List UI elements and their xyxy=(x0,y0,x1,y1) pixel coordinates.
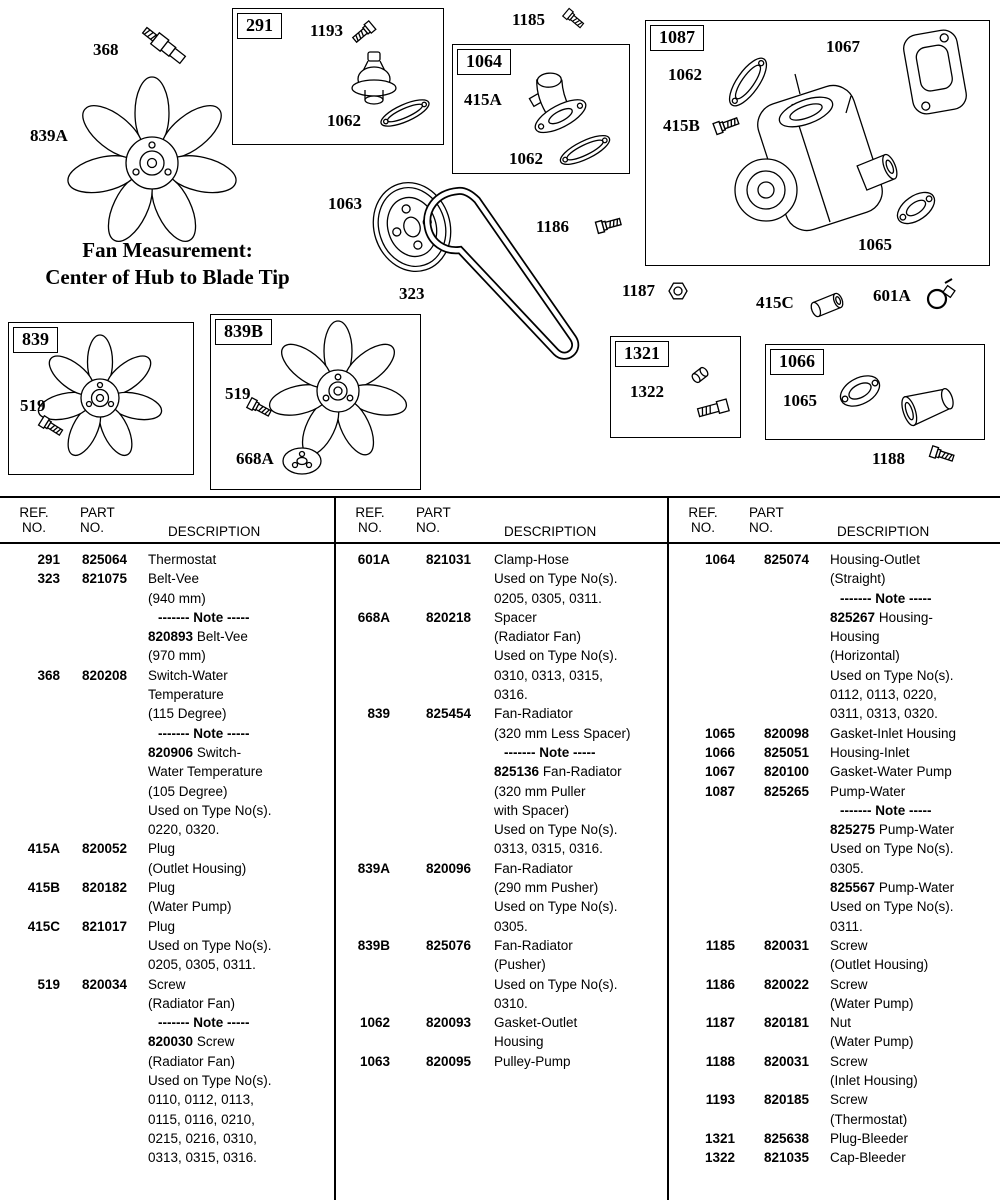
header-ref-line1: REF. xyxy=(355,505,385,520)
description-line: (Water Pump) xyxy=(830,1034,914,1050)
header-part-no xyxy=(749,505,809,535)
part-group-label-839: 839 xyxy=(13,327,58,353)
part-no-cell: 825074 xyxy=(764,552,810,567)
description-cell xyxy=(830,1090,1000,1129)
description-line: ------- Note ----- xyxy=(158,725,250,741)
description-line: Plug xyxy=(148,918,176,934)
header-description: DESCRIPTION xyxy=(504,524,597,539)
description-line: Fan-Radiator xyxy=(494,937,573,953)
description-line: Used on Type No(s). xyxy=(494,976,618,992)
water-pump-screw-icon xyxy=(595,216,621,233)
description-line: 0316. xyxy=(494,687,528,703)
description-line: Switch-Water xyxy=(148,667,228,683)
nut-icon xyxy=(669,283,687,299)
part-ref-label-1067: 1067 xyxy=(826,37,860,56)
description-line: (Pusher) xyxy=(494,957,546,973)
description-line: Plug xyxy=(148,841,176,857)
table-row xyxy=(336,936,667,1013)
header-part-line1: PART xyxy=(416,505,451,520)
header-ref-line1: REF. xyxy=(688,505,718,520)
part-ref-label-1062: 1062 xyxy=(509,149,543,168)
description-cell xyxy=(148,917,334,975)
part-ref-label-1185: 1185 xyxy=(512,10,546,29)
description-cell xyxy=(494,1013,667,1052)
description-line: Used on Type No(s). xyxy=(494,822,618,838)
plug-415c-icon xyxy=(809,292,844,318)
description-line: 0311. xyxy=(830,918,863,934)
description-line: Used on Type No(s). xyxy=(494,571,618,587)
description-cell xyxy=(148,878,334,917)
description-line: 825567 Pump-Water xyxy=(830,880,955,896)
description-cell xyxy=(494,1052,667,1071)
part-no-cell: 820031 xyxy=(764,937,810,953)
ref-no-cell: 668A xyxy=(357,609,390,625)
description-cell xyxy=(148,569,334,665)
fan-note-line2: Center of Hub to Blade Tip xyxy=(45,265,290,289)
ref-no-cell: 601A xyxy=(357,552,390,567)
description-line: 0305. xyxy=(494,918,528,934)
description-line: 825136 Fan-Radiator xyxy=(494,764,622,780)
description-line: Plug xyxy=(148,880,176,896)
header-part-line1: PART xyxy=(80,505,115,520)
header-part-line1: PART xyxy=(749,505,784,520)
part-no-cell: 820052 xyxy=(82,841,128,857)
description-line: 0310. xyxy=(494,995,528,1011)
description-cell xyxy=(830,1129,1000,1148)
header-ref-line2: NO. xyxy=(21,520,46,535)
header-ref-line1: REF. xyxy=(19,505,49,520)
inlet-housing-screw-icon xyxy=(929,446,954,464)
part-ref-label-415C: 415C xyxy=(756,293,794,312)
description-line: Fan-Radiator xyxy=(494,860,573,876)
ref-no-cell: 1321 xyxy=(704,1130,735,1146)
part-ref-label-1193: 1193 xyxy=(310,21,344,40)
ref-no-cell: 1188 xyxy=(705,1053,735,1069)
description-line: (Water Pump) xyxy=(830,995,914,1011)
fan-measurement-note xyxy=(20,237,315,291)
header-ref-no xyxy=(8,505,60,535)
table-row xyxy=(669,1129,1000,1148)
exploded-parts-diagram xyxy=(0,0,1000,496)
ref-no-cell: 519 xyxy=(37,976,60,992)
description-line: (Radiator Fan) xyxy=(148,995,236,1011)
description-line: Used on Type No(s). xyxy=(830,667,954,683)
header-part-line2: NO. xyxy=(749,520,774,535)
description-line: Used on Type No(s). xyxy=(830,899,954,915)
table-body xyxy=(0,544,334,1168)
description-cell xyxy=(830,1052,1000,1091)
description-line: Temperature xyxy=(148,687,224,703)
header-ref-no xyxy=(677,505,729,535)
description-line: Used on Type No(s). xyxy=(148,937,272,953)
table-body xyxy=(336,544,667,1071)
table-row xyxy=(0,839,334,878)
description-line: 820030 Screw xyxy=(148,1034,235,1050)
description-line: Gasket-Water Pump xyxy=(830,764,952,780)
temp-switch-icon xyxy=(140,25,186,66)
part-no-cell: 820100 xyxy=(764,764,810,780)
table-row xyxy=(0,666,334,840)
part-group-label-291: 291 xyxy=(237,13,282,39)
description-line: Cap-Bleeder xyxy=(830,1150,906,1166)
part-ref-label-1322: 1322 xyxy=(630,382,664,401)
part-no-cell: 820185 xyxy=(764,1092,810,1108)
description-line: 0220, 0320. xyxy=(148,822,220,838)
part-group-label-1321: 1321 xyxy=(615,341,669,367)
table-header xyxy=(669,498,1000,544)
table-row xyxy=(336,550,667,608)
part-no-cell: 820098 xyxy=(764,725,810,741)
part-no-cell: 820181 xyxy=(764,1015,810,1031)
fan-839a-icon xyxy=(64,77,239,248)
fan-note-line1: Fan Measurement: xyxy=(82,238,253,262)
table-body xyxy=(669,544,1000,1168)
part-ref-label-519: 519 xyxy=(225,384,251,403)
description-cell xyxy=(830,1148,1000,1167)
table-row xyxy=(336,608,667,704)
table-row xyxy=(0,917,334,975)
description-line: 0115, 0116, 0210, xyxy=(148,1111,255,1127)
description-line: 0310, 0313, 0315, xyxy=(494,667,603,683)
description-cell xyxy=(148,839,334,878)
header-part-no xyxy=(416,505,476,535)
description-line: (115 Degree) xyxy=(148,706,227,722)
part-no-cell: 825064 xyxy=(82,552,128,567)
description-line: Used on Type No(s). xyxy=(494,648,618,664)
description-cell xyxy=(830,743,1000,762)
ref-no-cell: 368 xyxy=(37,667,60,683)
part-no-cell: 820034 xyxy=(82,976,128,992)
description-line: (Water Pump) xyxy=(148,899,232,915)
table-row xyxy=(669,762,1000,781)
part-ref-label-1065: 1065 xyxy=(783,391,817,410)
description-line: (Thermostat) xyxy=(830,1111,908,1127)
table-row xyxy=(669,1052,1000,1091)
header-ref-line2: NO. xyxy=(690,520,715,535)
description-line: Gasket-Outlet xyxy=(494,1015,578,1031)
description-line: (105 Degree) xyxy=(148,783,228,799)
description-cell xyxy=(830,975,1000,1014)
part-group-box-1087 xyxy=(645,20,990,266)
part-no-cell: 820208 xyxy=(82,667,128,683)
table-row xyxy=(669,975,1000,1014)
description-line: (320 mm Puller xyxy=(494,783,586,799)
part-no-cell: 821075 xyxy=(82,571,128,587)
description-line: (Horizontal) xyxy=(830,648,900,664)
description-line: Belt-Vee xyxy=(148,571,200,587)
outlet-housing-screw-icon xyxy=(563,8,585,29)
description-line: 0215, 0216, 0310, xyxy=(148,1130,257,1146)
part-no-cell: 825454 xyxy=(426,706,472,722)
description-line: (Radiator Fan) xyxy=(148,1053,236,1069)
description-line: (940 mm) xyxy=(148,590,206,606)
part-ref-label-668A: 668A xyxy=(236,449,274,468)
description-line: 0313, 0315, 0316. xyxy=(148,1150,257,1166)
description-line: (290 mm Pusher) xyxy=(494,880,599,896)
table-row xyxy=(669,1090,1000,1129)
ref-no-cell: 1322 xyxy=(704,1150,735,1166)
ref-no-cell: 1066 xyxy=(704,744,735,760)
part-no-cell: 825051 xyxy=(764,744,810,760)
description-line: (320 mm Less Spacer) xyxy=(494,725,631,741)
table-row xyxy=(336,1013,667,1052)
part-no-cell: 820022 xyxy=(764,976,810,992)
table-row xyxy=(0,550,334,569)
description-cell xyxy=(494,608,667,704)
description-cell xyxy=(148,666,334,840)
description-line: Pump-Water xyxy=(830,783,906,799)
part-no-cell: 820182 xyxy=(82,880,128,896)
description-line: ------- Note ----- xyxy=(158,1015,250,1031)
ref-no-cell: 839A xyxy=(357,860,390,876)
part-no-cell: 820218 xyxy=(426,609,472,625)
description-line: with Spacer) xyxy=(494,802,570,818)
part-group-label-1064: 1064 xyxy=(457,49,511,75)
description-line: Spacer xyxy=(494,609,537,625)
parts-list-table xyxy=(0,496,1000,1200)
part-ref-label-368: 368 xyxy=(93,40,119,59)
part-ref-label-415A: 415A xyxy=(464,90,502,109)
description-cell xyxy=(494,936,667,1013)
part-ref-label-1188: 1188 xyxy=(872,449,906,468)
part-group-label-1087: 1087 xyxy=(650,25,704,51)
part-ref-label-1062: 1062 xyxy=(327,111,361,130)
part-ref-label-415B: 415B xyxy=(663,116,700,135)
description-line: Used on Type No(s). xyxy=(494,899,618,915)
description-line: (Outlet Housing) xyxy=(148,860,247,876)
belt-icon xyxy=(427,191,575,356)
description-cell xyxy=(830,1013,1000,1052)
description-line: Pulley-Pump xyxy=(494,1053,571,1069)
ref-no-cell: 1186 xyxy=(705,976,735,992)
description-line: 0112, 0113, 0220, xyxy=(830,687,937,703)
description-line: Clamp-Hose xyxy=(494,552,570,567)
table-row xyxy=(336,1052,667,1071)
description-cell xyxy=(494,859,667,936)
header-part-no xyxy=(80,505,140,535)
part-ref-label-1187: 1187 xyxy=(622,281,656,300)
part-no-cell: 820095 xyxy=(426,1053,472,1069)
description-cell xyxy=(494,550,667,608)
description-cell xyxy=(148,975,334,1168)
description-line: Housing-Outlet xyxy=(830,552,921,567)
description-line: ------- Note ----- xyxy=(840,590,932,606)
table-row xyxy=(669,724,1000,743)
part-no-cell: 825265 xyxy=(764,783,810,799)
table-row xyxy=(669,936,1000,975)
description-line: Screw xyxy=(148,976,186,992)
table-row xyxy=(0,878,334,917)
part-ref-label-1062: 1062 xyxy=(668,65,702,84)
table-row xyxy=(336,859,667,936)
hose-clamp-icon xyxy=(928,279,955,308)
description-line: 820906 Switch- xyxy=(148,744,242,760)
part-ref-label-839A: 839A xyxy=(30,126,68,145)
part-ref-label-323: 323 xyxy=(399,284,425,303)
ref-no-cell: 839B xyxy=(357,937,390,953)
description-line: Nut xyxy=(830,1015,852,1031)
part-group-label-839B: 839B xyxy=(215,319,272,345)
description-cell xyxy=(830,550,1000,724)
description-line: ------- Note ----- xyxy=(504,744,596,760)
description-line: 0313, 0315, 0316. xyxy=(494,841,603,857)
ref-no-cell: 1067 xyxy=(704,764,735,780)
table-row xyxy=(0,975,334,1168)
pulley-icon xyxy=(362,172,462,281)
description-line: 0110, 0112, 0113, xyxy=(148,1092,254,1108)
ref-no-cell: 1187 xyxy=(705,1015,735,1031)
table-header xyxy=(336,498,667,544)
description-cell xyxy=(830,724,1000,743)
description-line: ------- Note ----- xyxy=(840,802,932,818)
ref-no-cell: 415A xyxy=(27,841,60,857)
ref-no-cell: 839 xyxy=(367,706,390,722)
description-line: Plug-Bleeder xyxy=(830,1130,909,1146)
description-line: (Straight) xyxy=(830,571,886,587)
description-cell xyxy=(830,762,1000,781)
ref-no-cell: 1062 xyxy=(359,1015,390,1031)
description-cell xyxy=(830,936,1000,975)
ref-no-cell: 415C xyxy=(27,918,60,934)
part-no-cell: 820031 xyxy=(764,1053,810,1069)
description-cell xyxy=(148,550,334,569)
table-row xyxy=(336,704,667,858)
description-line: 825267 Housing- xyxy=(830,609,933,625)
description-line: Used on Type No(s). xyxy=(148,802,272,818)
description-line: (970 mm) xyxy=(148,648,206,664)
header-description: DESCRIPTION xyxy=(837,524,930,539)
ref-no-cell: 1087 xyxy=(704,783,735,799)
description-line: Water Temperature xyxy=(148,764,263,780)
part-group-label-1066: 1066 xyxy=(770,349,824,375)
description-line: Fan-Radiator xyxy=(494,706,573,722)
description-line: Thermostat xyxy=(148,552,217,567)
part-no-cell: 821017 xyxy=(82,918,128,934)
description-line: Housing xyxy=(494,1034,544,1050)
description-line: ------- Note ----- xyxy=(158,609,250,625)
description-line: (Radiator Fan) xyxy=(494,629,582,645)
table-row xyxy=(669,550,1000,724)
ref-no-cell: 1185 xyxy=(705,937,735,953)
description-line: Screw xyxy=(830,937,868,953)
header-description: DESCRIPTION xyxy=(168,524,261,539)
header-part-line2: NO. xyxy=(416,520,441,535)
table-row xyxy=(669,1013,1000,1052)
ref-no-cell: 1064 xyxy=(704,552,735,567)
ref-no-cell: 415B xyxy=(27,880,60,896)
description-line: 0311, 0313, 0320. xyxy=(830,706,938,722)
parts-table-column-3 xyxy=(667,498,1000,1200)
table-row xyxy=(669,782,1000,936)
description-line: (Inlet Housing) xyxy=(830,1073,918,1089)
description-line: Screw xyxy=(830,1053,868,1069)
description-line: Used on Type No(s). xyxy=(830,841,954,857)
ref-no-cell: 323 xyxy=(37,571,60,587)
table-header xyxy=(0,498,334,544)
table-row xyxy=(669,743,1000,762)
part-ref-label-601A: 601A xyxy=(873,286,911,305)
description-line: Housing-Inlet xyxy=(830,744,910,760)
description-line: 0205, 0305, 0311. xyxy=(494,590,602,606)
part-ref-label-1065: 1065 xyxy=(858,235,892,254)
description-line: Housing xyxy=(830,629,880,645)
description-line: 0205, 0305, 0311. xyxy=(148,957,256,973)
ref-no-cell: 291 xyxy=(37,552,60,567)
description-line: 820893 Belt-Vee xyxy=(148,629,248,645)
ref-no-cell: 1065 xyxy=(704,725,735,741)
part-ref-label-1186: 1186 xyxy=(536,217,570,236)
table-row xyxy=(669,1148,1000,1167)
header-part-line2: NO. xyxy=(80,520,105,535)
part-no-cell: 825638 xyxy=(764,1130,810,1146)
description-line: Screw xyxy=(830,976,868,992)
description-cell xyxy=(494,704,667,858)
description-line: Used on Type No(s). xyxy=(148,1073,272,1089)
part-no-cell: 820093 xyxy=(426,1015,472,1031)
part-ref-label-519: 519 xyxy=(20,396,46,415)
description-line: 825275 Pump-Water xyxy=(830,822,955,838)
part-no-cell: 821031 xyxy=(426,552,472,567)
ref-no-cell: 1193 xyxy=(705,1092,735,1108)
table-row xyxy=(0,569,334,665)
part-ref-label-1063: 1063 xyxy=(328,194,362,213)
parts-table-column-1 xyxy=(0,498,334,1200)
description-cell xyxy=(830,782,1000,936)
header-ref-line2: NO. xyxy=(357,520,382,535)
ref-no-cell: 1063 xyxy=(359,1053,390,1069)
description-line: Gasket-Inlet Housing xyxy=(830,725,957,741)
header-ref-no xyxy=(344,505,396,535)
parts-table-column-2 xyxy=(334,498,667,1200)
part-no-cell: 825076 xyxy=(426,937,472,953)
description-line: 0305. xyxy=(830,860,864,876)
part-no-cell: 821035 xyxy=(764,1150,810,1166)
description-line: Screw xyxy=(830,1092,868,1108)
part-no-cell: 820096 xyxy=(426,860,472,876)
description-line: (Outlet Housing) xyxy=(830,957,929,973)
